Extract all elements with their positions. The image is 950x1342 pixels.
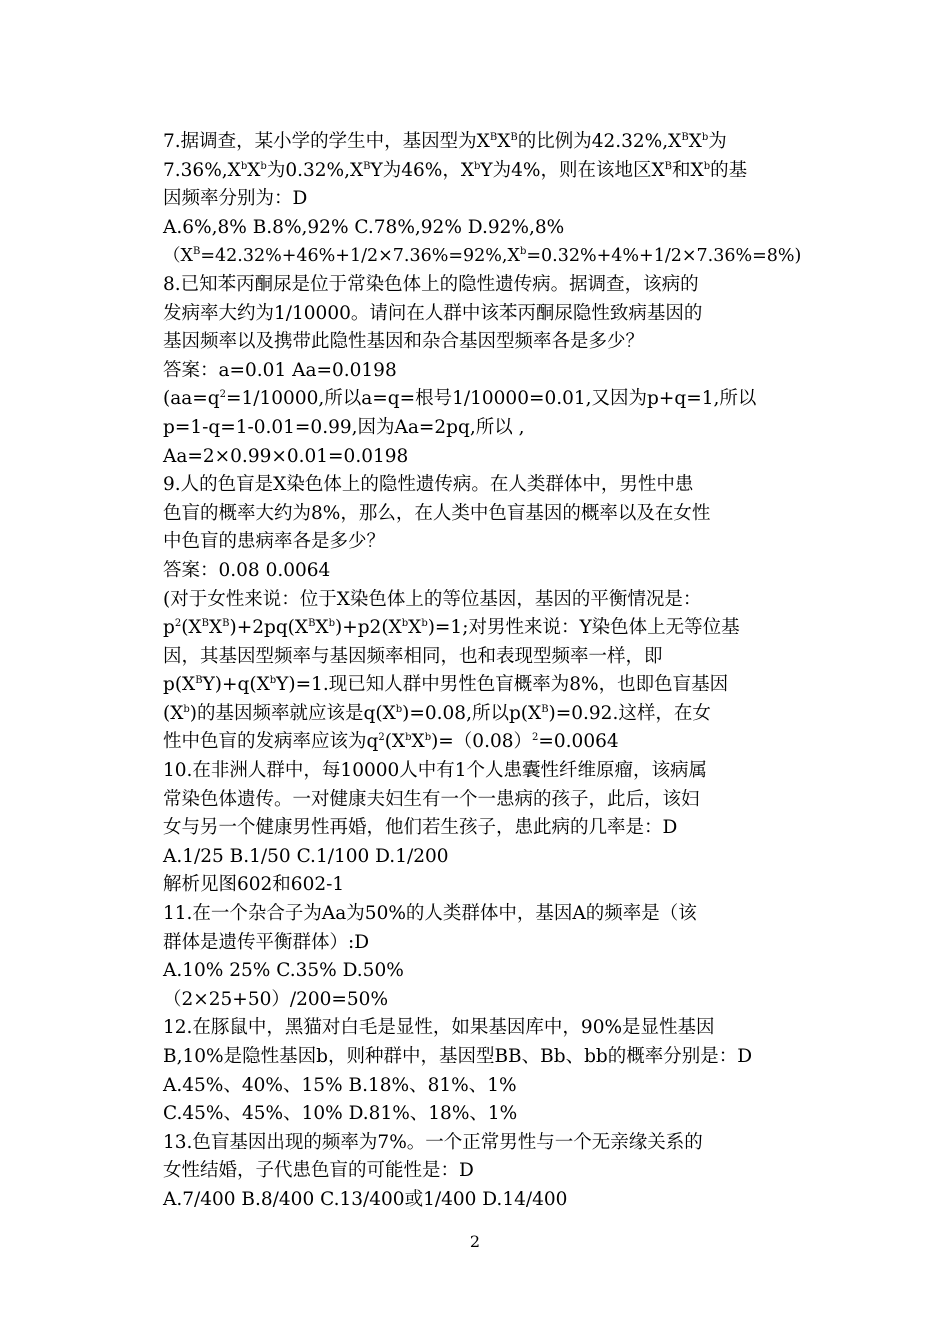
text-line xyxy=(163,986,803,1015)
text-segment: p xyxy=(163,617,175,639)
text-segment: )+2pq(X xyxy=(229,617,309,639)
document-body xyxy=(163,128,803,1215)
text-line xyxy=(163,300,803,329)
text-segment: 为 xyxy=(708,131,727,152)
text-line xyxy=(163,728,803,757)
text-line xyxy=(163,1157,803,1186)
text-segment: X xyxy=(411,731,425,753)
text-segment: 为0.32%,X xyxy=(266,159,364,181)
text-line xyxy=(163,671,803,700)
text-line xyxy=(163,929,803,958)
superscript: b xyxy=(424,732,432,744)
text-line xyxy=(163,700,803,729)
text-segment: A.10% 25% C.35% D.50% xyxy=(163,960,404,982)
text-segment: )的基因频率就应该是q(X xyxy=(189,702,396,724)
superscript: b xyxy=(474,160,481,172)
text-segment: Y)=1.现已知人群中男性色盲概率为8%，也即色盲基因 xyxy=(276,674,729,696)
text-line xyxy=(163,814,803,843)
text-line xyxy=(163,871,803,900)
superscript: b xyxy=(703,160,711,172)
text-line xyxy=(163,786,803,815)
text-segment: 性中色盲的发病率应该为q xyxy=(163,731,379,753)
text-line xyxy=(163,357,803,386)
text-segment: 和X xyxy=(672,159,704,181)
superscript: 2 xyxy=(378,732,385,744)
superscript: B xyxy=(541,703,549,715)
text-line xyxy=(163,214,803,243)
page-number: 2 xyxy=(469,1232,481,1251)
superscript: B xyxy=(363,160,371,172)
text-segment: 13.色盲基因出现的频率为7%。一个正常男性与一个无亲缘关系的 xyxy=(163,1131,703,1153)
text-segment: 7.据调查，某小学的学生中，基因型为X xyxy=(163,131,490,152)
superscript: b xyxy=(395,703,403,715)
superscript: B xyxy=(201,617,209,629)
superscript: 2 xyxy=(532,732,539,744)
text-segment: 答案：a=0.01 Aa=0.0198 xyxy=(163,359,397,381)
superscript: 2 xyxy=(219,389,226,401)
text-line xyxy=(163,271,803,300)
text-segment: （2×25+50）/200=50% xyxy=(163,988,389,1010)
text-segment: A.6%,8% B.8%,92% C.78%,92% D.92%,8% xyxy=(163,216,565,238)
text-line xyxy=(163,900,803,929)
text-segment: p=1-q=1-0.01=0.99,因为Aa=2pq,所以 , xyxy=(163,416,525,438)
text-segment: )=（0.08） xyxy=(431,731,533,753)
text-line xyxy=(163,471,803,500)
text-segment: )+p2(X xyxy=(335,617,402,639)
text-segment: p(X xyxy=(163,674,196,696)
text-line xyxy=(163,1186,803,1215)
text-line xyxy=(163,185,803,214)
superscript: b xyxy=(328,617,335,629)
text-line xyxy=(163,957,803,986)
text-segment: 常染色体遗传。一对健康夫妇生有一个一患病的孩子，此后，该妇 xyxy=(163,788,700,810)
text-line xyxy=(163,500,803,529)
superscript: b xyxy=(401,617,409,629)
superscript: B xyxy=(308,617,316,629)
superscript: B xyxy=(681,131,689,143)
text-segment: (aa=q xyxy=(163,388,220,410)
text-segment: A.7/400 B.8/400 C.13/400或1/400 D.14/400 xyxy=(163,1188,568,1210)
text-segment: 女与另一个健康男性再婚，他们若生孩子，患此病的几率是：D xyxy=(163,817,678,839)
text-segment: 群体是遗传平衡群体）:D xyxy=(163,931,370,953)
text-segment: 的基 xyxy=(710,159,748,181)
text-segment: )=0.08,所以p(X xyxy=(402,702,542,724)
text-segment: 9.人的色盲是X染色体上的隐性遗传病。在人类群体中，男性中患 xyxy=(163,474,694,496)
text-line xyxy=(163,1072,803,1101)
text-segment: 的比例为42.32%,X xyxy=(517,131,682,152)
superscript: b xyxy=(421,617,428,629)
text-segment: B,10%是隐性基因b，则种群中，基因型BB、Bb、bb的概率分别是：D xyxy=(163,1046,753,1067)
text-line xyxy=(163,757,803,786)
superscript: b xyxy=(701,131,709,143)
text-segment: (对于女性来说：位于X染色体上的等位基因，基因的平衡情况是： xyxy=(163,588,702,610)
text-line xyxy=(163,1014,803,1043)
text-segment: 解析见图602和602-1 xyxy=(163,874,345,896)
text-segment: (X xyxy=(384,731,406,753)
text-segment: 因，其基因型频率与基因频率相同，也和表现型频率一样，即 xyxy=(163,645,663,667)
superscript: B xyxy=(195,675,203,687)
text-line xyxy=(163,1043,803,1072)
text-segment: 发病率大约为1/10000。请问在人群中该苯丙酮尿隐性致病基因的 xyxy=(163,302,703,324)
superscript: b xyxy=(183,703,190,715)
text-segment: =0.32%+4%+1/2×7.36%=8%) xyxy=(526,246,802,267)
text-segment: Aa=2×0.99×0.01=0.0198 xyxy=(163,445,409,467)
superscript: B xyxy=(510,131,518,143)
text-line xyxy=(163,242,803,271)
superscript: b xyxy=(269,675,277,687)
superscript: B xyxy=(192,246,201,258)
text-line xyxy=(163,1129,803,1158)
text-segment: Y为46%，X xyxy=(370,159,475,181)
text-segment: X xyxy=(688,131,702,152)
text-segment: 8.已知苯丙酮尿是位于常染色体上的隐性遗传病。据调查，该病的 xyxy=(163,273,699,295)
superscript: b xyxy=(519,246,527,258)
text-line xyxy=(163,528,803,557)
text-segment: C.45%、45%、10% D.81%、18%、1% xyxy=(163,1103,518,1125)
text-segment: 因频率分别为：D xyxy=(163,188,308,210)
text-line xyxy=(163,843,803,872)
text-segment: 12.在豚鼠中，黑猫对白毛是显性，如果基因库中，90%是显性基因 xyxy=(163,1017,715,1039)
text-segment: X xyxy=(208,617,223,639)
text-segment: A.1/25 B.1/50 C.1/100 D.1/200 xyxy=(163,845,449,867)
text-segment: Y)+q(X xyxy=(202,674,270,696)
text-segment: X xyxy=(408,617,422,639)
text-segment: )=0.92.这样，在女 xyxy=(548,702,711,724)
text-line xyxy=(163,1100,803,1129)
text-segment: （X xyxy=(163,246,193,267)
superscript: B xyxy=(489,131,498,143)
text-segment: 10.在非洲人群中，每10000人中有1个人患囊性纤维原瘤，该病属 xyxy=(163,760,708,782)
text-segment: A.45%、40%、15% B.18%、81%、1% xyxy=(163,1074,517,1096)
superscript: b xyxy=(405,732,412,744)
text-segment: 11.在一个杂合子为Aa为50%的人类群体中，基因A的频率是（该 xyxy=(163,903,697,925)
text-line xyxy=(163,443,803,472)
superscript: b xyxy=(240,160,248,172)
superscript: B xyxy=(664,160,673,172)
text-line xyxy=(163,614,803,643)
text-segment: =42.32%+46%+1/2×7.36%=92%,X xyxy=(200,246,520,267)
text-line xyxy=(163,128,803,157)
text-segment: )=1;对男性来说：Y染色体上无等位基 xyxy=(427,617,740,639)
superscript: 2 xyxy=(174,617,182,629)
text-segment: =1/10000,所以a=q=根号1/10000=0.01,又因为p+q=1,所以 xyxy=(226,388,757,410)
text-segment: 答案：0.08 0.0064 xyxy=(163,559,331,581)
text-line xyxy=(163,586,803,615)
text-segment: Y为4%，则在该地区X xyxy=(480,159,665,181)
text-segment: 中色盲的患病率各是多少？ xyxy=(163,531,386,553)
superscript: B xyxy=(222,617,230,629)
text-line xyxy=(163,385,803,414)
superscript: b xyxy=(260,160,267,172)
text-line xyxy=(163,328,803,357)
text-segment: 基因频率以及携带此隐性基因和杂合基因型频率各是多少？ xyxy=(163,331,645,353)
text-segment: 色盲的概率大约为8%，那么，在人类中色盲基因的概率以及在女性 xyxy=(163,502,711,524)
text-line xyxy=(163,557,803,586)
text-line xyxy=(163,643,803,672)
text-segment: =0.0064 xyxy=(538,731,619,753)
text-line xyxy=(163,414,803,443)
text-segment: 7.36%,X xyxy=(163,159,241,181)
text-segment: (X xyxy=(181,617,202,639)
text-line xyxy=(163,157,803,186)
text-segment: 女性结婚，子代患色盲的可能性是：D xyxy=(163,1160,474,1182)
text-segment: X xyxy=(315,617,329,639)
text-segment: X xyxy=(497,131,511,152)
text-segment: (X xyxy=(163,702,184,724)
text-segment: X xyxy=(247,159,261,181)
